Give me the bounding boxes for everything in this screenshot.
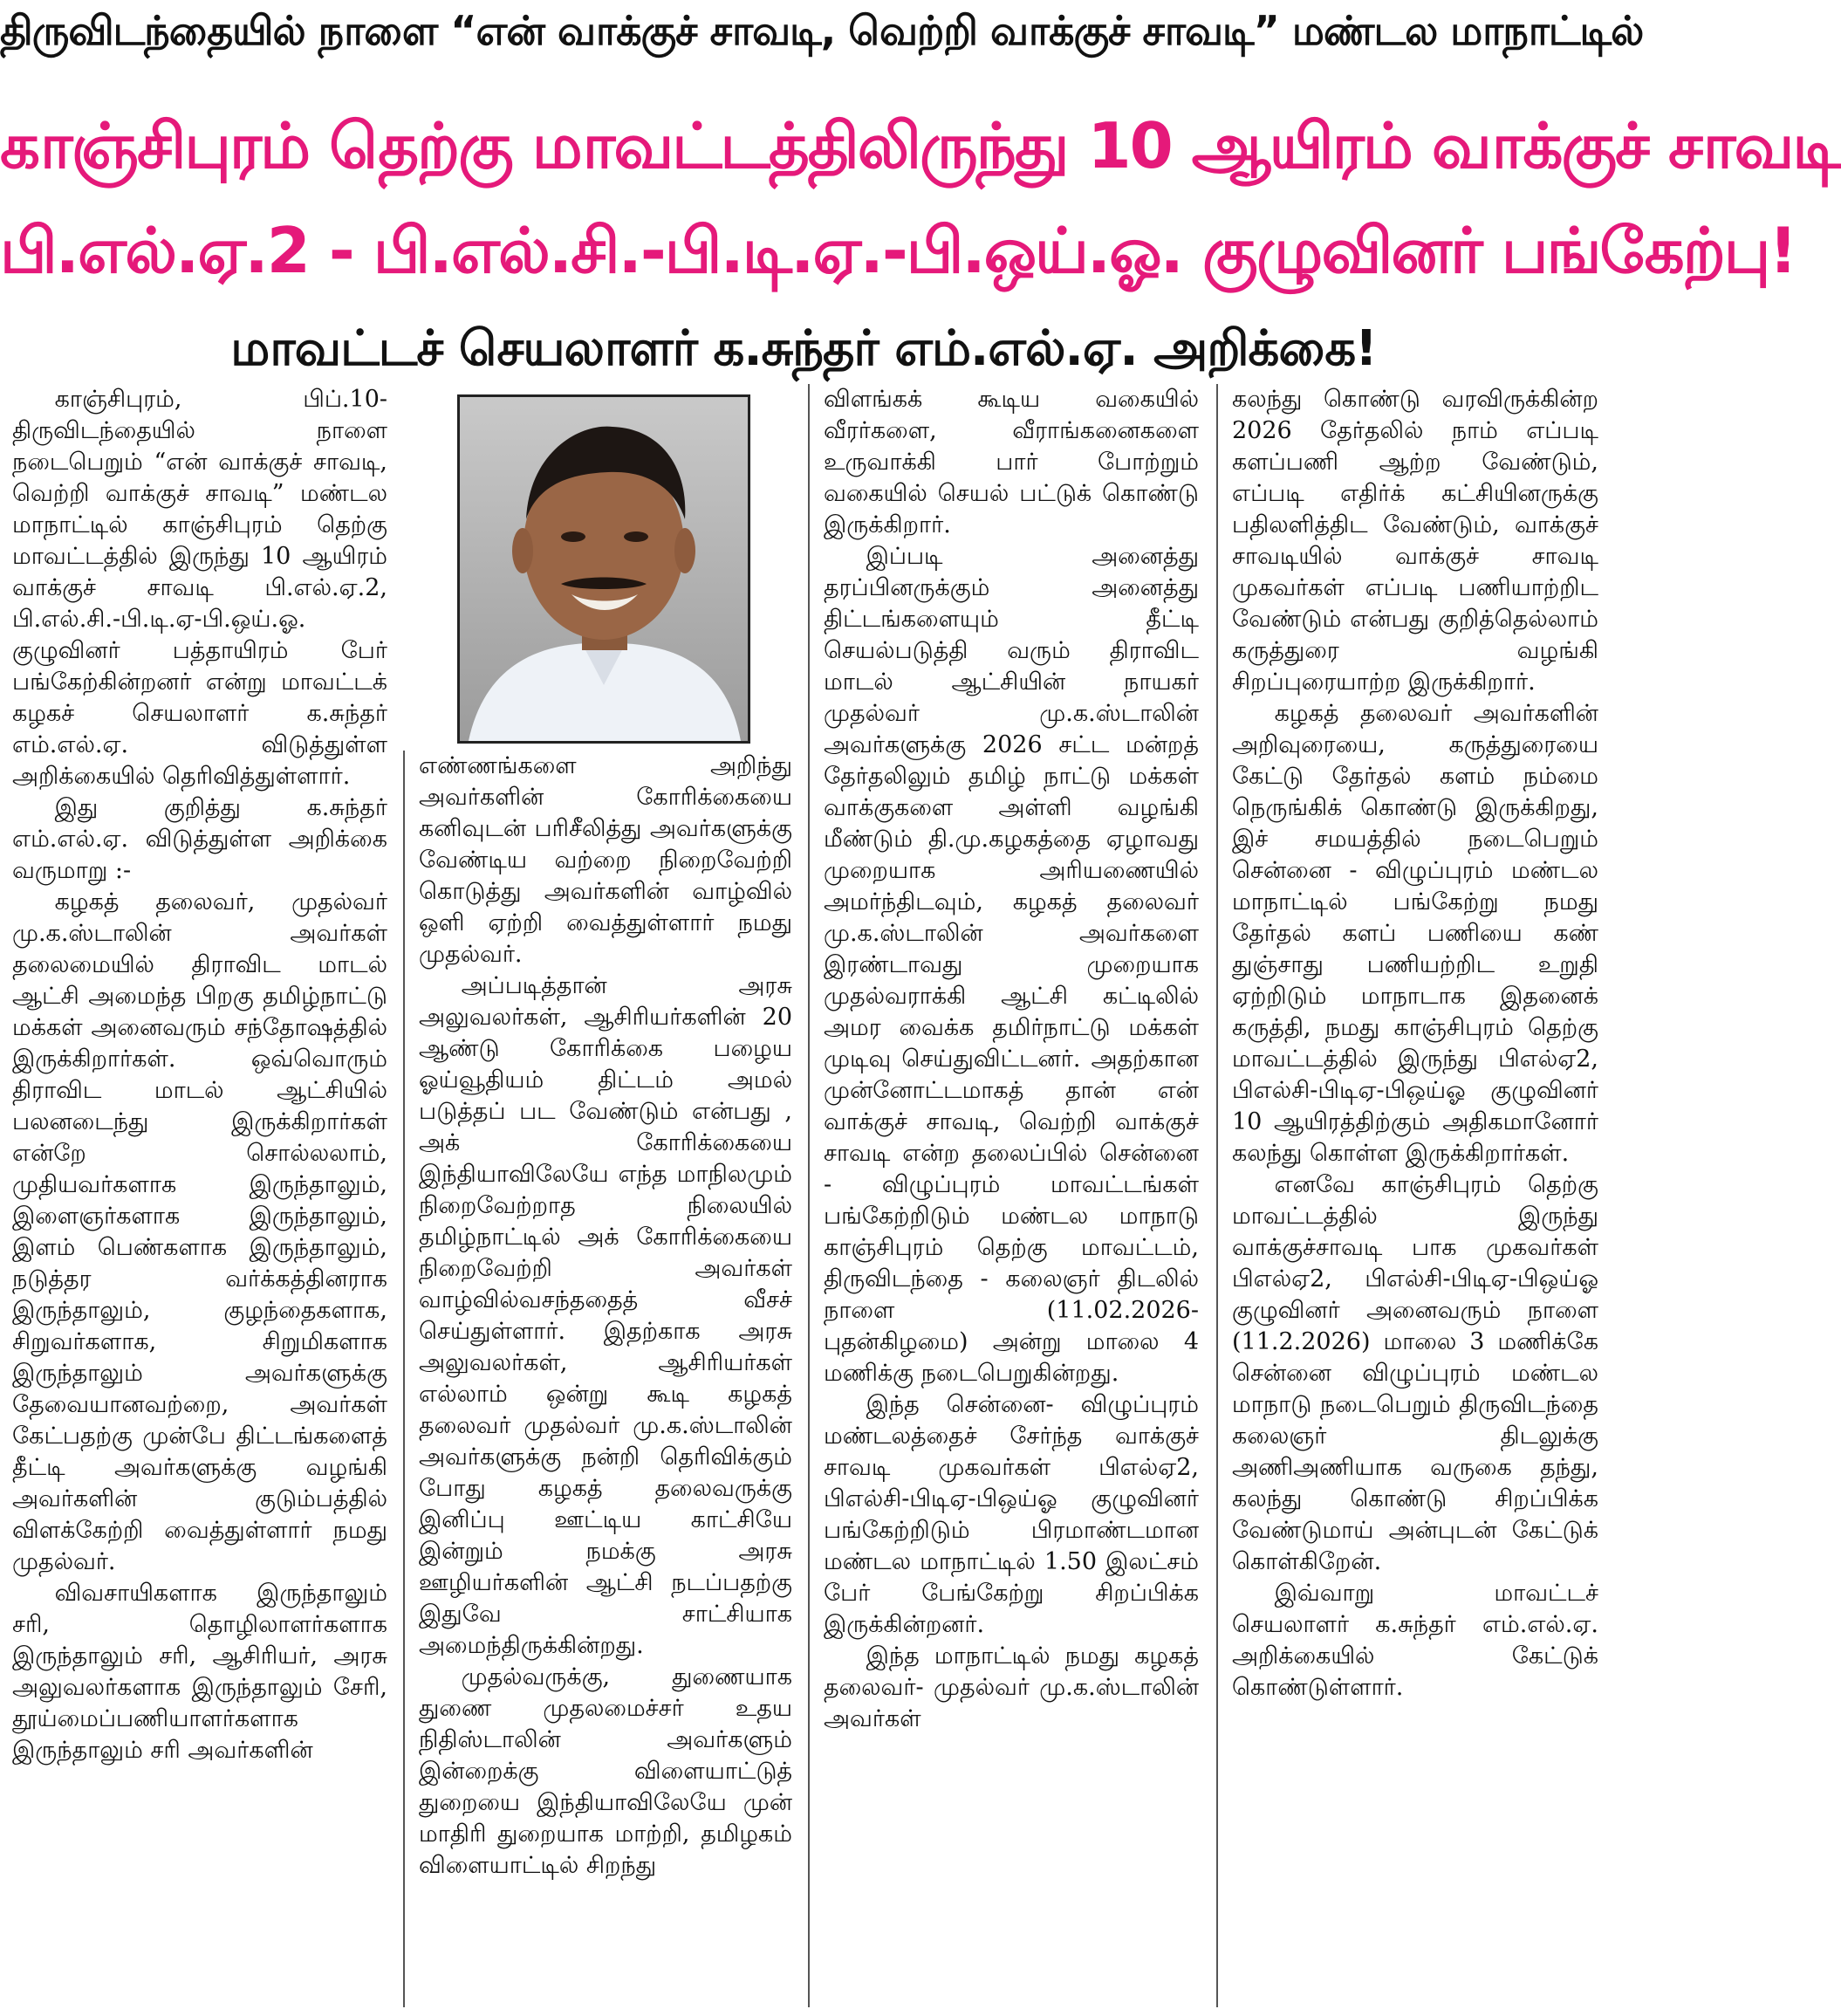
article-column-4 <box>1232 384 1598 2014</box>
paragraph: காஞ்சிபுரம், பிப்.10- திருவிடந்தையில் நாளை நடைபெறும் “என் வாக்குச் சாவடி, வெற்றி வாக்குச் சாவடி” மண்டல மாநாட்டில் காஞ்சிபுரம் தெற்கு மாவட்டத்தில் இருந்து 10 ஆயிரம் வாக்குச் சாவடி பி.எல்.ஏ.2, பி.எல்.சி.-பி.டி.ஏ-பி.ஒய்.ஓ. குழுவினர் பத்தாயிரம் பேர் பங்கேற்கின்றனர் என்று மாவட்டக் கழகச் செயலாளர் க.சுந்தர் எம்.எல்.ஏ. விடுத்துள்ள அறிக்கையில் தெரிவித்துள்ளார். <box>12 386 387 790</box>
main-headline-line-1: காஞ்சிபுரம் தெற்கு மாவட்டத்திலிருந்து 10 ஆயிரம் வாக்குச் சாவடி <box>0 109 1841 182</box>
paragraph: இவ்வாறு மாவட்டச் செயலாளர் க.சுந்தர் எம்.எல்.ஏ. அறிக்கையில் கேட்டுக் கொண்டுள்ளார். <box>1232 1580 1598 1701</box>
sub-headline: மாவட்டச் செயலாளர் க.சுந்தர் எம்.எல்.ஏ. அறிக்கை! <box>230 320 1377 377</box>
paragraph: இந்த மாநாட்டில் நமது கழகத் தலைவர்- முதல்வர் மு.க.ஸ்டாலின் அவர்கள் <box>824 1642 1199 1732</box>
paragraph: கலந்து கொண்டு வரவிருக்கின்ற 2026 தேர்தலில் நாம் எப்படி களப்பணி ஆற்ற வேண்டும், எப்படி எதிர்க் கட்சியினருக்கு பதிலளித்திட வேண்டும், வாக்குச் சாவடியில் வாக்குச் சாவடி முகவர்கள் எப்படி பணியாற்றிட வேண்டும் என்பது குறித்தெல்லாம் கருத்துரை வழங்கி சிறப்புரையாற்ற இருக்கிறார். <box>1232 386 1598 696</box>
column-divider <box>808 384 810 2007</box>
paragraph: முதல்வருக்கு, துணையாக துணை முதலமைச்சர் உதய நிதிஸ்டாலின் அவர்களும் இன்றைக்கு விளையாட்டுத் துறையை இந்தியாவிலேயே முன் மாதிரி துறையாக மாற்றி, தமிழகம் விளையாட்டில் சிறந்து <box>419 1663 792 1879</box>
paragraph: விவசாயிகளாக இருந்தாலும் சரி, தொழிலாளர்களாக இருந்தாலும் சரி, ஆசிரியர், அரசு அலுவலர்களாக இருந்தாலும் சேரி, தூய்மைப்பணியாளர்களாக இருந்தாலும் சரி அவர்களின் <box>12 1580 387 1764</box>
column-divider <box>1216 384 1218 2007</box>
paragraph: இந்த சென்னை- விழுப்புரம் மண்டலத்தைச் சேர்ந்த வாக்குச் சாவடி முகவர்கள் பிஎல்ஏ2, பிஎல்சி-பிடிஏ-பிஒய்ஓ குழுவினர் பங்கேற்றிடும் பிரமாண்டமான மண்டல மாநாட்டில் 1.50 இலட்சம் பேர் பேங்கேற்று சிறப்பிக்க இருக்கின்றனர். <box>824 1391 1199 1638</box>
article-column-3 <box>824 384 1199 2014</box>
paragraph: எனவே காஞ்சிபுரம் தெற்கு மாவட்டத்தில் இருந்து வாக்குச்சாவடி பாக முகவர்கள் பிஎல்ஏ2, பிஎல்சி-பிடிஏ-பிஒய்ஓ குழுவினர் அனைவரும் நாளை (11.2.2026) மாலை 3 மணிக்கே சென்னை விழுப்புரம் மண்டல மாநாடு நடைபெறும் திருவிடந்தை கலைஞர் திடலுக்கு அணிஅணியாக வருகை தந்து, கலந்து கொண்டு சிறப்பிக்க வேண்டுமாய் அன்புடன் கேட்டுக் கொள்கிறேன். <box>1232 1171 1598 1575</box>
article-column-1 <box>12 384 387 2014</box>
main-headline-line-2: பி.எல்.ஏ.2 - பி.எல்.சி.-பி.டி.ஏ.-பி.ஒய்.ஓ. குழுவினர் பங்கேற்பு! <box>0 214 1797 287</box>
paragraph: எண்ணங்களை அறிந்து அவர்களின் கோரிக்கையை கனிவுடன் பரிசீலித்து அவர்களுக்கு வேண்டிய வற்றை நிறைவேற்றி கொடுத்து அவர்களின் வாழ்வில் ஒளி ஏற்றி வைத்துள்ளார் நமது முதல்வர். <box>419 752 792 968</box>
portrait-photo <box>457 394 750 744</box>
portrait-photo-icon <box>460 397 748 741</box>
article-column-2 <box>419 751 792 2014</box>
kicker-headline: திருவிடந்தையில் நாளை “என் வாக்குச் சாவடி, வெற்றி வாக்குச் சாவடி” மண்டல மாநாட்டில் <box>0 7 1644 54</box>
paragraph: அப்படித்தான் அரசு அலுவலர்கள், ஆசிரியர்களின் 20 ஆண்டு கோரிக்கை பழைய ஓய்வூதியம் திட்டம் அமல் படுத்தப் பட வேண்டும் என்பது , அக் கோரிக்கையை இந்தியாவிலேயே எந்த மாநிலமும் நிறைவேற்றாத நிலையில் தமிழ்நாட்டில் அக் கோரிக்கையை நிறைவேற்றி அவர்கள் வாழ்வில்வசந்ததைத் வீசச் செய்துள்ளார். இதற்காக அரசு அலுவலர்கள், ஆசிரியர்கள் எல்லாம் ஒன்று கூடி கழகத் தலைவர் முதல்வர் மு.க.ஸ்டாலின் அவர்களுக்கு நன்றி தெரிவிக்கும் போது கழகத் தலைவருக்கு இனிப்பு ஊட்டிய காட்சியே இன்றும் நமக்கு அரசு ஊழியர்களின் ஆட்சி நடப்பதற்கு இதுவே சாட்சியாக அமைந்திருக்கின்றது. <box>419 972 792 1659</box>
paragraph: இது குறித்து க.சுந்தர் எம்.எல்.ஏ. விடுத்துள்ள அறிக்கை வருமாறு :- <box>12 794 387 884</box>
paragraph: விளங்கக் கூடிய வகையில் வீரர்களை, வீராங்கனைகளை உருவாக்கி பார் போற்றும் வகையில் செயல் பட்டுக் கொண்டு இருக்கிறார். <box>824 386 1199 538</box>
paragraph: கழகத் தலைவர், முதல்வர் மு.க.ஸ்டாலின் அவர்கள் தலைமையில் திராவிட மாடல் ஆட்சி அமைந்த பிறகு தமிழ்நாட்டு மக்கள் அனைவரும் சந்தோஷத்தில் இருக்கிறார்கள். ஒவ்வொரும் திராவிட மாடல் ஆட்சியில் பலனடைந்து இருக்கிறார்கள் என்றே சொல்லலாம், முதியவர்களாக இருந்தாலும், இளைஞர்களாக இருந்தாலும், இளம் பெண்களாக இருந்தாலும், நடுத்தர வர்க்கத்தினராக இருந்தாலும், குழந்தைகளாக, சிறுவர்களாக, சிறுமிகளாக இருந்தாலும் அவர்களுக்கு தேவையானவற்றை, அவர்கள் கேட்பதற்கு முன்பே திட்டங்களைத் தீட்டி அவர்களுக்கு வழங்கி அவர்களின் குடும்பத்தில் விளக்கேற்றி வைத்துள்ளார் நமது முதல்வர். <box>12 888 387 1575</box>
paragraph: இப்படி அனைத்து தரப்பினருக்கும் அனைத்து திட்டங்களையும் தீட்டி செயல்படுத்தி வரும் திராவிட மாடல் ஆட்சியின் நாயகர் முதல்வர் மு.க.ஸ்டாலின் அவர்களுக்கு 2026 சட்ட மன்றத் தேர்தலிலும் தமிழ் நாட்டு மக்கள் வாக்குகளை அள்ளி வழங்கி மீண்டும் தி.மு.கழகத்தை ஏழாவது முறையாக அரியணையில் அமர்ந்திடவும், கழகத் தலைவர் மு.க.ஸ்டாலின் அவர்களை இரண்டாவது முறையாக முதல்வராக்கி ஆட்சி கட்டிலில் அமர வைக்க தமிர்நாட்டு மக்கள் முடிவு செய்துவிட்டனர். அதற்கான முன்னோட்டமாகத் தான் என் வாக்குச் சாவடி, வெற்றி வாக்குச் சாவடி என்ற தலைப்பில் சென்னை - விழுப்புரம் மாவட்டங்கள் பங்கேற்றிடும் மண்டல மாநாடு காஞ்சிபுரம் தெற்கு மாவட்டம், திருவிடந்தை - கலைஞர் திடலில் நாளை (11.02.2026- புதன்கிழமை) அன்று மாலை 4 மணிக்கு நடைபெறுகின்றது. <box>824 543 1199 1387</box>
paragraph: கழகத் தலைவர் அவர்களின் அறிவுரையை, கருத்துரையை கேட்டு தேர்தல் களம் நம்மை நெருங்கிக் கொண்டு இருக்கிறது, இச் சமயத்தில் நடைபெறும் சென்னை - விழுப்புரம் மண்டல மாநாட்டில் பங்கேற்று நமது தேர்தல் களப் பணியை கண் துஞ்சாது பணியற்றிட உறுதி ஏற்றிடும் மாநாடாக இதனைக் கருத்தி, நமது காஞ்சிபுரம் தெற்கு மாவட்டத்தில் இருந்து பிஎல்ஏ2, பிஎல்சி-பிடிஏ-பிஒய்ஓ குழுவினர் 10 ஆயிரத்திற்கும் அதிகமானோர் கலந்து கொள்ள இருக்கிறார்கள். <box>1232 700 1598 1167</box>
column-divider <box>403 751 405 2007</box>
